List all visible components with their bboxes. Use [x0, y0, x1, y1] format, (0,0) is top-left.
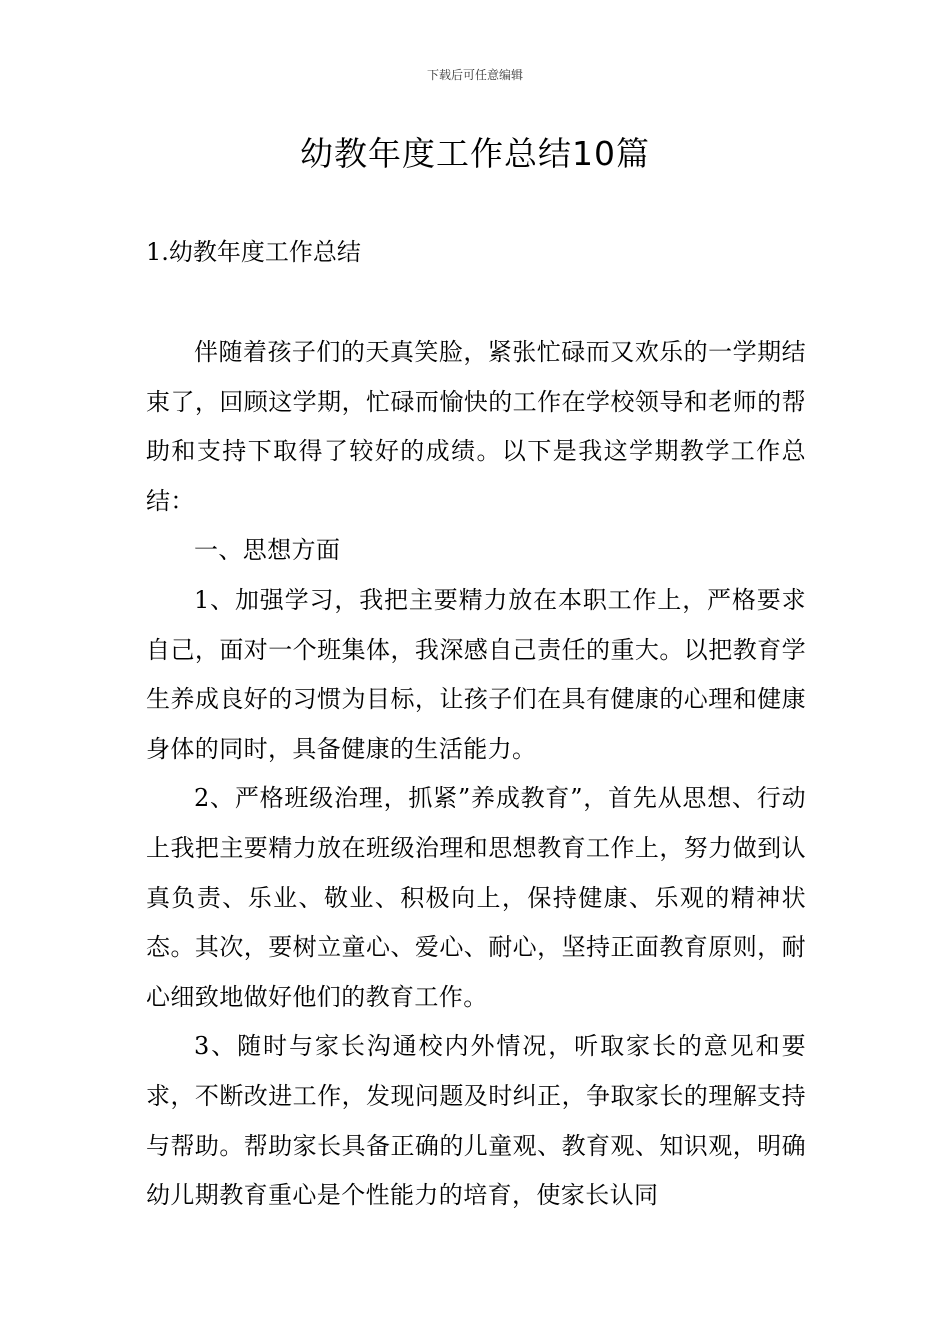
document-title: 幼教年度工作总结10篇 — [300, 134, 650, 173]
section-heading: 1.幼教年度工作总结 — [146, 238, 361, 266]
header-note: 下载后可任意编辑 — [426, 68, 523, 82]
paragraph-intro: 伴随着孩子们的天真笑脸，紧张忙碌而又欢乐的一学期结束了，回顾这学期，忙碌而愉快的工作在学校领导和老师的帮助和支持下取得了较好的成绩。以下是我这学期教学工作总结： — [146, 338, 806, 515]
paragraph-heading-thought: 一、思想方面 — [194, 536, 341, 565]
paragraph-item-2: 2、严格班级治理，抓紧”养成教育”，首先从思想、行动上我把主要精力放在班级治理和思想教育工作上，努力做到认真负责、乐业、敬业、积极向上，保持健康、乐观的精神状态。其次，要树立童心、爱心、耐心，坚持正面教育原则，耐心细致地做好他们的教育工作。 — [146, 784, 806, 1011]
paragraph-item-1: 1、加强学习，我把主要精力放在本职工作上，严格要求自己，面对一个班集体，我深感自己责任的重大。以把教育学生养成良好的习惯为目标，让孩子们在具有健康的心理和健康身体的同时，具备健康的生活能力。 — [146, 585, 806, 763]
paragraph-item-3: 3、随时与家长沟通校内外情况，听取家长的意见和要求，不断改进工作，发现问题及时纠正，争取家长的理解支持与帮助。帮助家长具备正确的儿童观、教育观、知识观，明确幼儿期教育重心是个性能力的培育，使家长认同 — [146, 1032, 806, 1210]
body-text — [146, 328, 806, 1221]
